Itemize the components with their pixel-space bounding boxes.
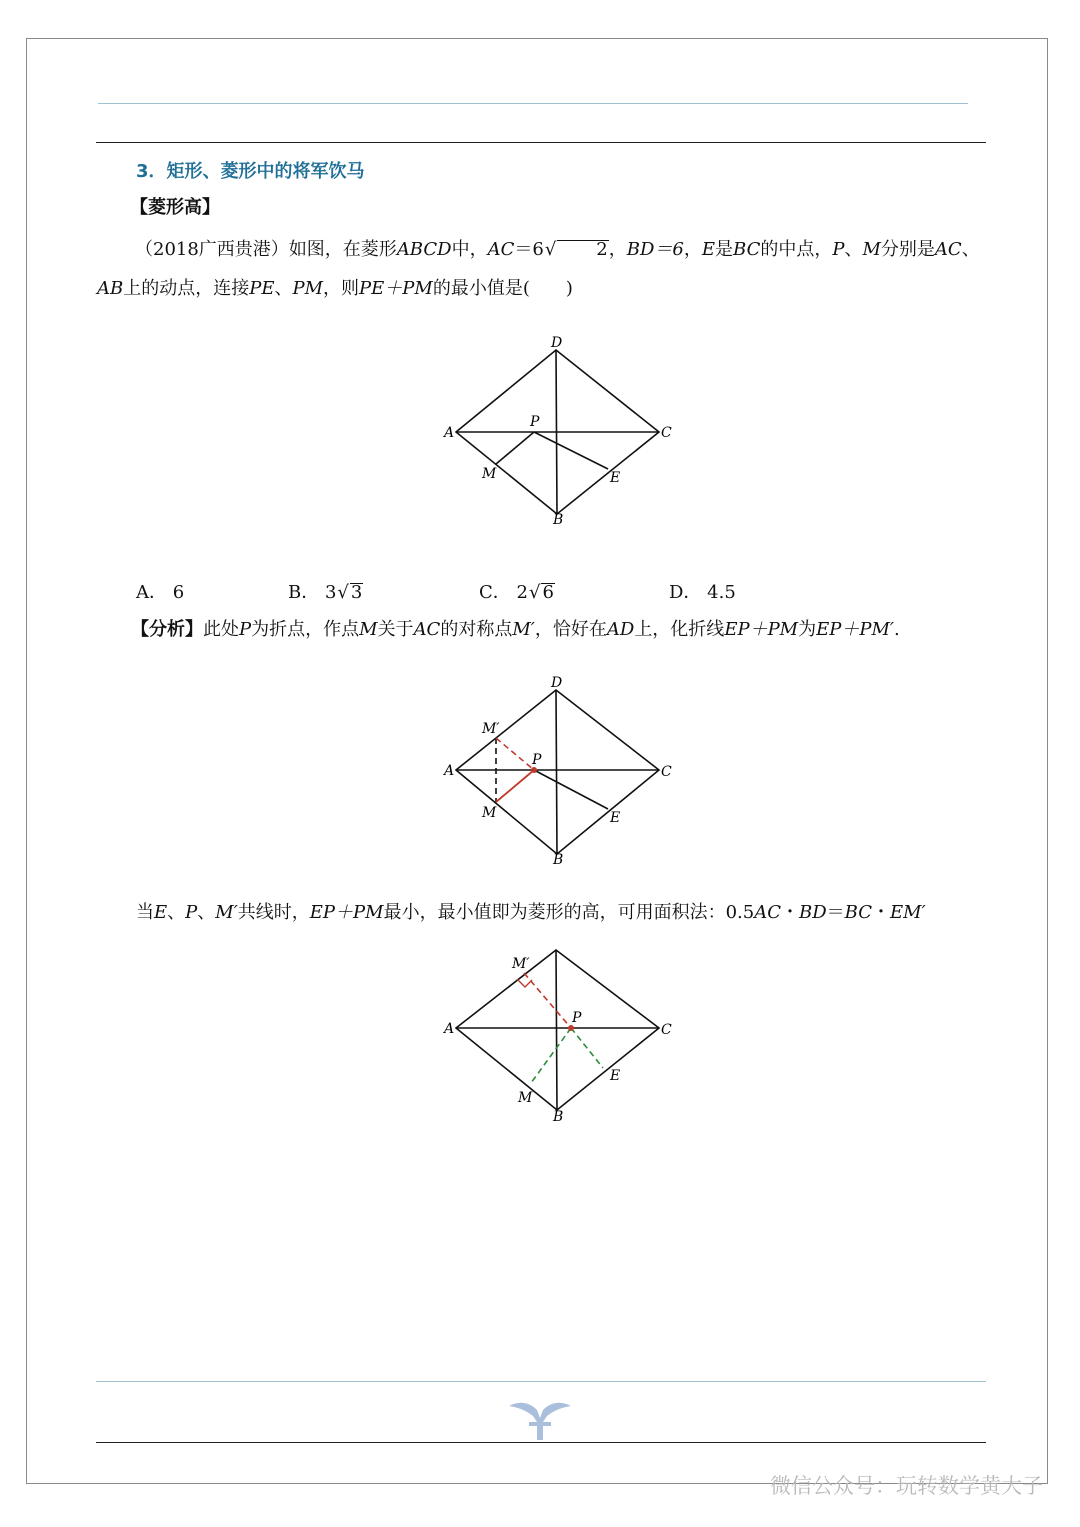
problem-text: （2018广西贵港）如图，在菱形ABCD中，AC＝6√ 2，BD＝6，E是BC的中点，P、M分别是AC、 AB上的动点，连接PE、PM，则PE＋PM的最小值是( ) [97,239,980,299]
choice-c: C． 2√ 6 [479,582,554,603]
label-d: D [551,335,563,351]
analysis-text: 【分析】此处P为折点，作点M关于AC的对称点M′，恰好在AD上，化折线EP＋PM为EP＋PM′. [131,619,900,640]
conclusion-text: 当E、P、M′共线时，EP＋PM最小，最小值即为菱形的高，可用面积法：0.5AC・BD＝BC・EM′ [136,902,926,923]
svg-text:E: E [610,1068,621,1084]
label-p: P [530,414,540,430]
topic-tag: 【菱形高】 [130,197,220,218]
choice-a: A． 6 [136,582,185,603]
header-rule-black [96,142,986,143]
header-rule-blue [98,103,968,104]
footer-rule-blue [96,1381,986,1382]
svg-text:M: M [482,805,497,821]
svg-text:B: B [553,1109,564,1125]
svg-text:C: C [661,1022,672,1038]
figure-rhombus-3 [430,945,690,1130]
svg-text:A: A [444,763,455,779]
footer-rule-black [96,1442,986,1443]
svg-text:P: P [572,1010,582,1026]
choice-d: D． 4.5 [669,582,736,603]
svg-text:P: P [532,752,542,768]
svg-text:M′: M′ [512,956,530,972]
watermark: 微信公众号：玩转数学黄大子 [770,1474,1043,1498]
svg-text:A: A [444,1021,455,1037]
answer-choices [136,570,836,606]
section-title: 3．矩形、菱形中的将军饮马 [136,161,365,182]
label-a: A [444,425,455,441]
label-c: C [661,425,672,441]
label-m: M [482,466,497,482]
svg-text:C: C [661,764,672,780]
svg-text:E: E [610,810,621,826]
svg-text:M′: M′ [482,721,500,737]
label-e: E [610,470,621,486]
label-b: B [553,512,564,528]
footer-logo-icon [507,1396,573,1442]
figure-rhombus-1 [430,330,690,530]
svg-text:D: D [551,675,563,691]
figure-rhombus-2 [430,670,690,870]
choice-b: B． 3√ 3 [288,582,363,603]
svg-text:B: B [553,852,564,868]
svg-text:M: M [518,1090,533,1106]
